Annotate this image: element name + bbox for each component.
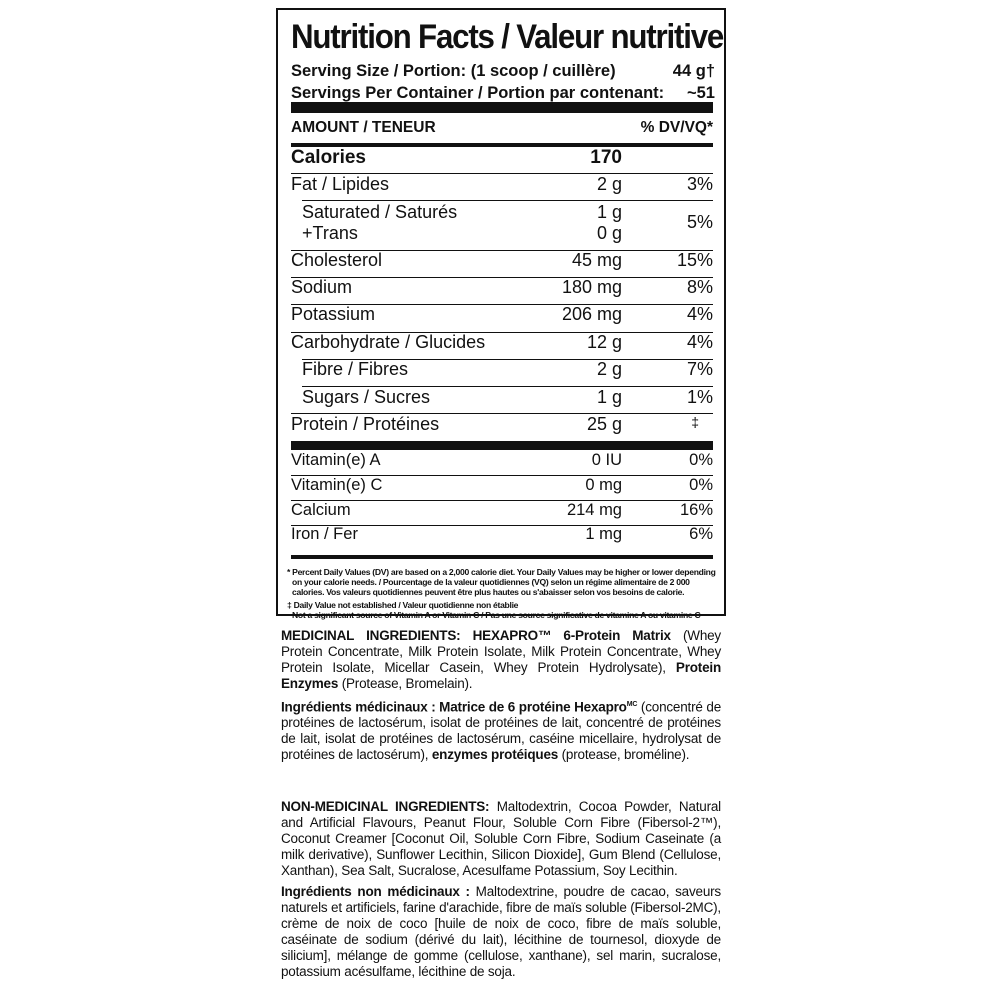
divider-thick [291, 441, 713, 450]
nutrient-amount: 1 g [596, 387, 622, 407]
nutrient-dv: 7% [686, 359, 713, 379]
nutrient-amount: 0 g [596, 223, 622, 243]
ingredient-bold: Protein Enzymes [281, 659, 721, 691]
nutrient-dv: 8% [686, 277, 713, 297]
nutrient-label: Iron / Fer [291, 525, 358, 543]
medicinal-ingredients-fr [281, 697, 721, 763]
nutrient-amount: 206 mg [561, 304, 622, 324]
footnotes [287, 567, 719, 620]
divider-line [291, 277, 713, 278]
nutrient-dv: 1% [686, 387, 713, 407]
section-heading: NON-MEDICINAL INGREDIENTS: [281, 799, 490, 814]
nutrient-dv: 0% [689, 451, 713, 469]
calories-label: Calories [291, 147, 366, 168]
footnote-line: Not a significant source of Vitamin A or Vitamin C / Pas une source significative de vitamine A ou vitamine C [292, 609, 701, 620]
nutrient-dv: 4% [686, 304, 713, 324]
nutrient-amount: 45 mg [571, 250, 622, 270]
nutrient-label: Cholesterol [291, 250, 383, 270]
ingredient-text: (protease, broméline). [558, 747, 690, 763]
ingredient-text: (Protease, Bromelain). [338, 675, 473, 691]
ingredient-text: (Whey Protein Concentrate, Milk Protein Isolate, Milk Protein Concentrate, Whey Protein Isolate, Micellar Casein, Whey Protein Hydrolysate), [281, 628, 721, 675]
nutrient-dv: 0% [689, 476, 713, 494]
footnote-line: ‡ Daily Value not established / Valeur quotidienne non établie [287, 599, 519, 610]
nutrient-amount: 1 mg [585, 525, 622, 543]
panel-title: Nutrition Facts / Valeur nutritive [291, 18, 724, 56]
calories-value: 170 [590, 147, 622, 168]
nutrient-amount: 0 mg [585, 476, 622, 494]
nutrient-amount: 214 mg [566, 501, 622, 519]
nutrient-dv: ‡ [691, 414, 699, 430]
nutrient-amount: 2 g [596, 359, 622, 379]
nutrient-dv: 4% [686, 332, 713, 352]
amount-header [291, 119, 713, 137]
section-heading: Ingrédients médicinaux : Matrice de 6 protéine Hexapro [281, 699, 627, 715]
trademark-mark: MC [626, 701, 638, 708]
nutrient-amount: 1 g [596, 202, 622, 222]
ingredient-text: Maltodextrine, poudre de cacao, saveurs naturels et artificiels, farine d'arachide, fibre de maïs soluble (Fibersol-2MC), crème de noix de coco [huile de noix de coco, fibre de maïs soluble, caséinate de sodium (dérivé du lait), lécithine de tournesol, dioxyde de silicium], mélange de gomme (cellulose, xanthane), sel marin, sucralose, potassium acésulfame, lécithine de soja. [281, 884, 721, 979]
medicinal-ingredients-en [281, 628, 721, 692]
divider-line [291, 500, 713, 501]
section-heading: Ingrédients non médicinaux : [281, 884, 470, 899]
nutrient-label: Carbohydrate / Glucides [291, 332, 486, 352]
nutrient-amount: 12 g [586, 332, 622, 352]
serving-size-label: Serving Size / Portion: (1 scoop / cuillère) [291, 62, 616, 80]
nutrient-amount: 180 mg [561, 277, 622, 297]
footnote-line: * Percent Daily Values (DV) are based on a 2,000 calorie diet. Your Daily Values may be higher or lower depending [287, 567, 716, 577]
nutrient-label: +Trans [302, 223, 358, 243]
nutrient-label: Calcium [291, 501, 351, 519]
servings-per-container-value: ~51 [687, 84, 715, 102]
ingredient-bold: enzymes protéiques [431, 747, 559, 763]
divider-thick [291, 102, 713, 113]
serving-size-value: 44 g† [672, 62, 715, 80]
nutrient-dv: 15% [676, 250, 713, 270]
nutrient-dv: 5% [686, 212, 713, 232]
section-heading: MEDICINAL INGREDIENTS: HEXAPRO™ 6-Protein Matrix [281, 628, 671, 643]
divider-medium [291, 555, 713, 559]
nutrient-label: Fibre / Fibres [302, 359, 409, 379]
nutrition-facts-panel [276, 8, 726, 620]
nutrient-dv: 3% [686, 174, 713, 194]
nutrient-label: Sodium [291, 277, 353, 297]
nutrient-label: Saturated / Saturés [302, 202, 458, 222]
nutrient-label: Vitamin(e) A [291, 451, 381, 469]
footnote-line: on your calorie needs. / Pourcentage de la valeur quotidiennes (VQ) selon un régime alimentaire de 2 000 [292, 577, 690, 588]
non-medicinal-ingredients-en [281, 799, 721, 879]
nutrient-dv: 16% [679, 501, 713, 519]
footnote-line: calories. Vos valeurs quotidiennes peuvent être plus hautes ou s'abaisser selon vos besoins de calorie. [292, 587, 685, 598]
nutrient-dv: 6% [689, 525, 713, 543]
divider-line [302, 200, 713, 201]
amount-header-label: AMOUNT / TENEUR [291, 119, 436, 136]
servings-per-container-label: Servings Per Container / Portion par contenant: [291, 84, 665, 102]
dv-header-label: % DV/VQ* [640, 119, 713, 136]
nutrient-label: Fat / Lipides [291, 174, 390, 194]
nutrient-amount: 25 g [586, 414, 622, 434]
ingredient-text: Maltodextrin, Cocoa Powder, Natural and Artificial Flavours, Peanut Flour, Soluble Corn Fibre (Fibersol-2™), Coconut Creamer [Coconut Oil, Soluble Corn Fibre, Sodium Caseinate (a milk derivative), Sunflower Lecithin, Silicon Dioxide], Gum Blend (Cellulose, Xanthan), Sea Salt, Sucralose, Acesulfame Potassium, Soy Lecithin. [281, 799, 721, 878]
nutrient-amount: 2 g [596, 174, 622, 194]
ingredient-text: (concentré de protéines de lactosérum, isolat de protéines de lait, concentré de protéines de lait, isolat de protéines de lactosérum, caséine micellaire, hydrolysat de protéines de lactosérum), [281, 699, 722, 763]
nutrient-label: Sugars / Sucres [302, 387, 431, 407]
nutrient-amount: 0 IU [591, 451, 622, 469]
nutrient-label: Vitamin(e) C [291, 476, 383, 494]
nutrient-label: Protein / Protéines [291, 414, 440, 434]
non-medicinal-ingredients-fr [281, 884, 721, 979]
nutrient-label: Potassium [291, 304, 376, 324]
